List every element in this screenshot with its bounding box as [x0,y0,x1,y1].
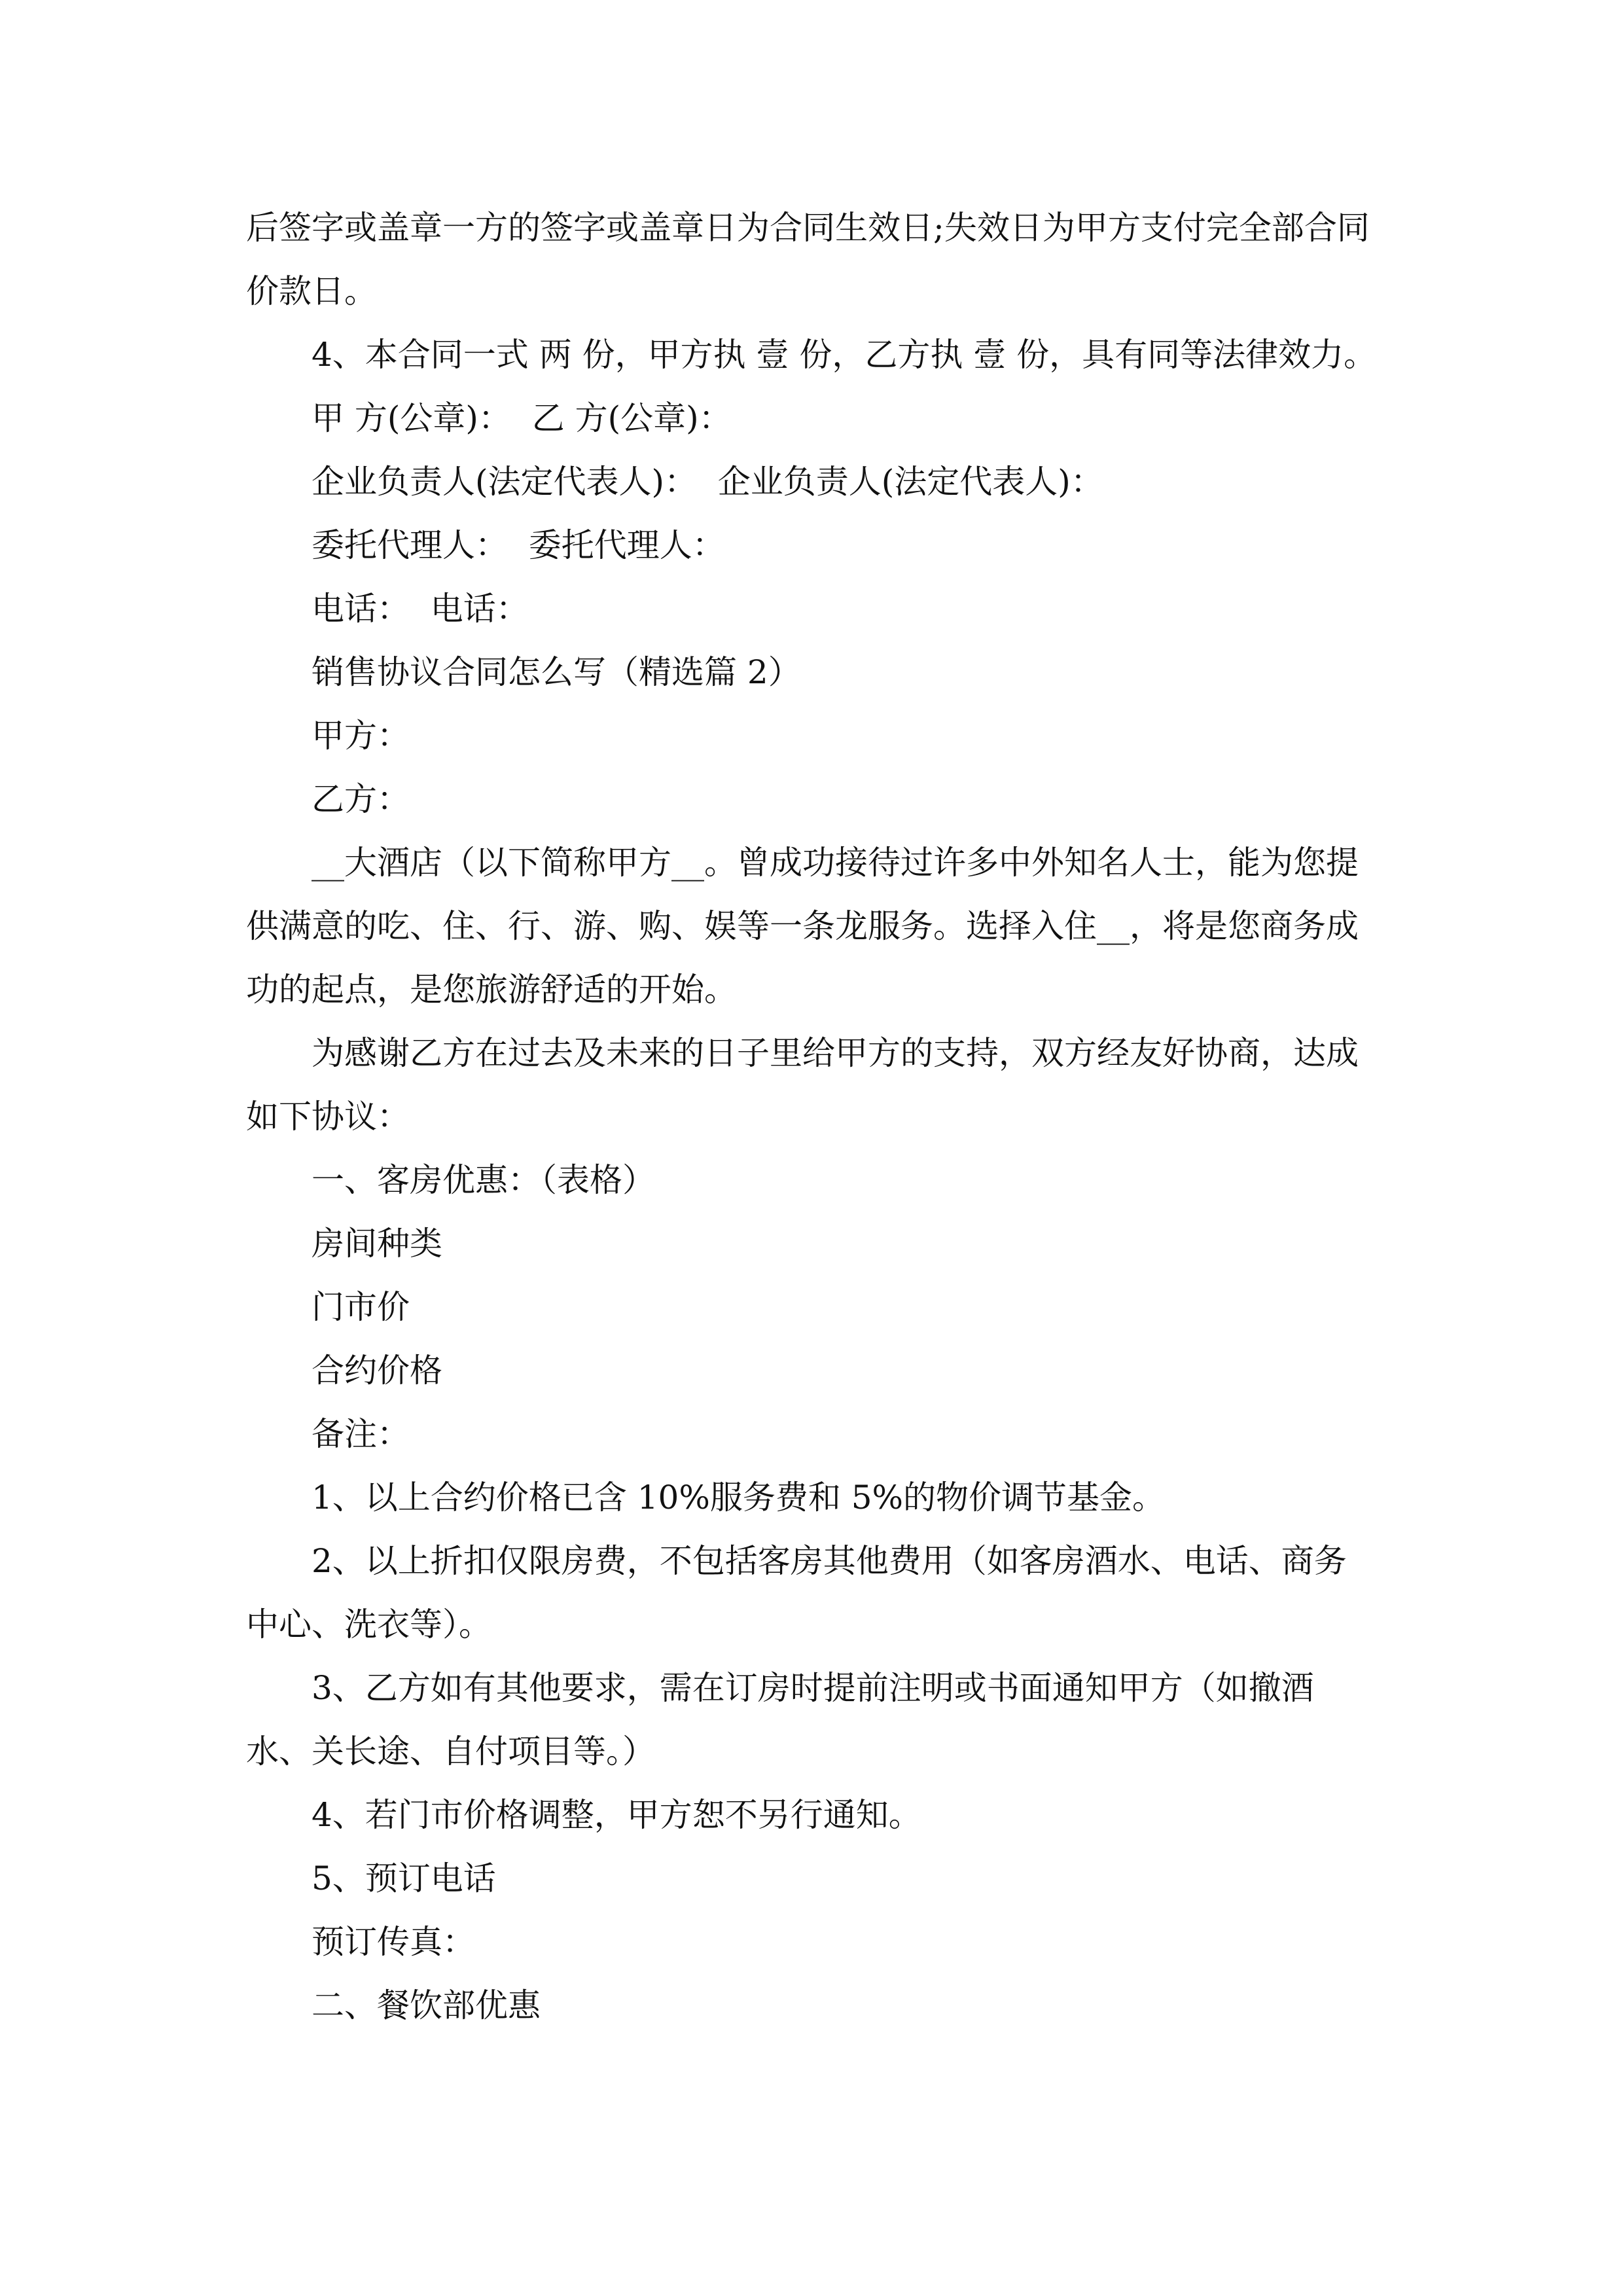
clause-heading: 二、餐饮部优惠 [312,1986,541,2024]
note-item: 5、预订电话 [312,1859,496,1897]
table-label-contract-price: 合约价格 [312,1352,442,1390]
note-item: 4、若门市价格调整，甲方恕不另行通知。 [312,1796,921,1834]
section-heading: 销售协议合同怎么写（精选篇 2） [312,653,801,691]
table-label-room-type: 房间种类 [312,1225,442,1263]
signature-line-seal: 甲 方(公章)： 乙 方(公章)： [312,399,732,437]
table-label-rack-rate: 门市价 [312,1288,410,1326]
note-item: 2、以上折扣仅限房费，不包括客房其他费用（如客房酒水、电话、商务中心、洗衣等）。 [246,1542,1347,1643]
note-item: 预订传真： [312,1923,475,1961]
notes-heading: 备注： [312,1415,410,1453]
paragraph: __大酒店（以下简称甲方__。曾成功接待过许多中外知名人士，能为您提供满意的吃、住、行、游、购、娱等一条龙服务。选择入住__，将是您商务成功的起点，是您旅游舒适的开始。 [246,844,1359,1009]
note-item: 1、以上合约价格已含 10%服务费和 5%的物价调节基金。 [312,1479,1166,1516]
signature-line-representative: 企业负责人(法定代表人)： 企业负责人(法定代表人)： [312,463,1103,501]
party-b-line: 乙方： [312,780,410,818]
note-item: 3、乙方如有其他要求，需在订房时提前注明或书面通知甲方（如撤酒水、关长途、自付项目等。） [246,1669,1314,1770]
signature-line-phone: 电话： 电话： [312,590,529,628]
party-a-line: 甲方： [312,717,410,755]
document-body [246,196,1378,2037]
paragraph: 4、本合同一式 两 份，甲方执 壹 份，乙方执 壹 份，具有同等法律效力。 [312,336,1377,374]
signature-line-agent: 委托代理人： 委托代理人： [312,526,725,564]
paragraph: 为感谢乙方在过去及未来的日子里给甲方的支持，双方经友好协商，达成如下协议： [246,1034,1359,1136]
paragraph: 后签字或盖章一方的签字或盖章日为合同生效日;失效日为甲方支付完全部合同价款日。 [246,209,1370,310]
clause-heading: 一、客房优惠：（表格） [312,1161,655,1199]
